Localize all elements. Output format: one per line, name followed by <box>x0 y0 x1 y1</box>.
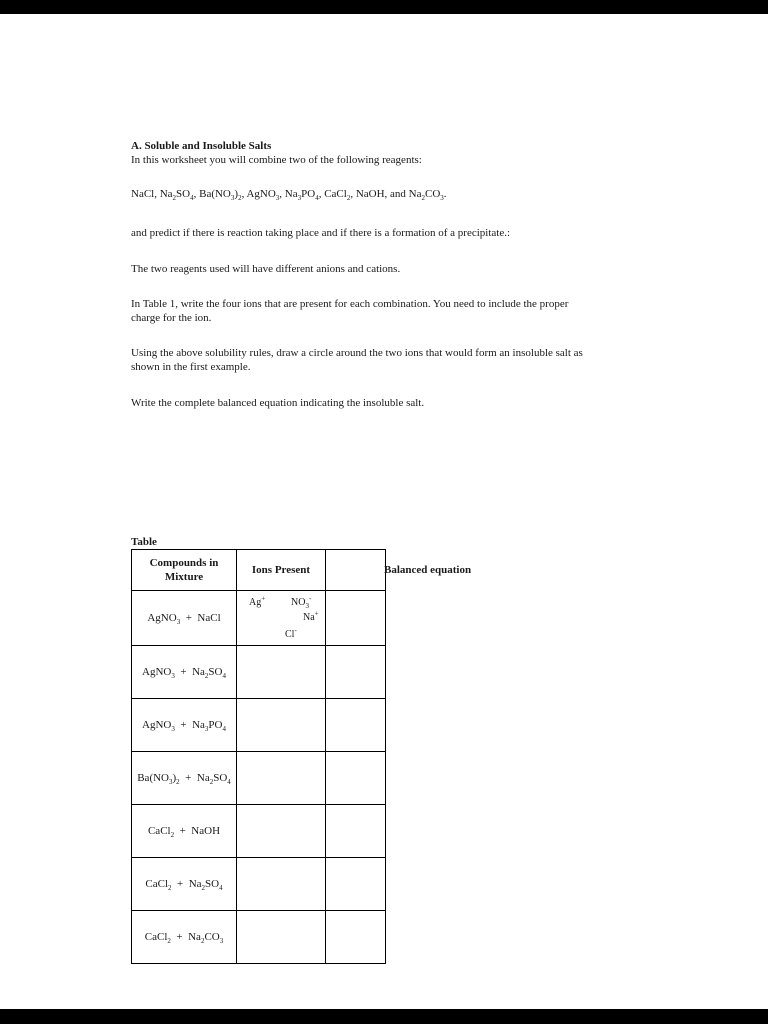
table-row <box>132 591 386 646</box>
balanced-cell[interactable] <box>326 591 386 646</box>
reagents-list: NaCl, $Na_2SO_4$, $Ba(NO_3)_2$, AgNO$_3$, $Na_3PO_4$, CaCl$_2$, NaOH, and $Na_2CO_3$. <box>131 188 447 203</box>
compound-cell: AgNO$_3$ + $Na_3PO_4$ <box>132 699 237 752</box>
ion-no3: $NO_3^-$ <box>291 594 312 610</box>
balanced-cell[interactable] <box>326 805 386 858</box>
intro-text: In this worksheet you will combine two of the following reagents: <box>131 154 422 166</box>
ions-cell[interactable] <box>237 591 326 646</box>
table-label: Table <box>131 536 157 548</box>
header-balanced-cell <box>326 550 386 591</box>
reagents-note: The two reagents used will have different anions and cations. <box>131 263 401 275</box>
section-heading: A. Soluble and Insoluble Salts <box>131 140 272 152</box>
table-instruction: In Table 1, write the four ions that are present for each combination. You need to include the proper charge for the ion. <box>131 298 569 324</box>
predict-text: and predict if there is reaction taking place and if there is a formation of a precipitate.: <box>131 227 511 239</box>
table-row <box>132 805 386 858</box>
ions-table <box>131 549 386 964</box>
table-row <box>132 911 386 964</box>
equation-instruction: Write the complete balanced equation indicating the insoluble salt. <box>131 397 425 409</box>
ions-cell[interactable] <box>237 858 326 911</box>
table-row <box>132 752 386 805</box>
table-row <box>132 646 386 699</box>
compound-cell: AgNO$_3$ + $Na_2SO_4$ <box>132 646 237 699</box>
ions-cell[interactable] <box>237 646 326 699</box>
compound-cell: CaCl$_2$ + NaOH <box>132 805 237 858</box>
table-header-row <box>132 550 386 591</box>
balanced-cell[interactable] <box>326 911 386 964</box>
circle-instruction: Using the above solubility rules, draw a circle around the two ions that would form an insoluble salt as shown in the first example. <box>131 347 583 373</box>
ion-cl: Cl- <box>285 626 297 640</box>
compound-cell: CaCl$_2$ + $Na_2SO_4$ <box>132 858 237 911</box>
balanced-cell[interactable] <box>326 646 386 699</box>
compound-cell: CaCl$_2$ + $Na_2CO_3$ <box>132 911 237 964</box>
ions-cell[interactable] <box>237 752 326 805</box>
balanced-cell[interactable] <box>326 858 386 911</box>
header-compounds: Compounds in Mixture <box>132 550 237 591</box>
balanced-cell[interactable] <box>326 699 386 752</box>
ion-na: Na+ <box>303 609 319 623</box>
compound-cell: AgNO$_3$ + NaCl <box>132 591 237 646</box>
ions-cell[interactable] <box>237 911 326 964</box>
ions-cell[interactable] <box>237 805 326 858</box>
balanced-cell[interactable] <box>326 752 386 805</box>
top-black-bar <box>0 0 768 14</box>
compound-cell: $Ba(NO_3)_2 + Na_2SO_4$ <box>132 752 237 805</box>
bottom-black-bar <box>0 1009 768 1024</box>
header-balanced-equation: Balanced equation <box>384 564 472 576</box>
ion-ag: Ag+ <box>249 594 266 608</box>
ions-cell[interactable] <box>237 699 326 752</box>
header-ions: Ions Present <box>237 550 326 591</box>
table-row <box>132 699 386 752</box>
table-row <box>132 858 386 911</box>
